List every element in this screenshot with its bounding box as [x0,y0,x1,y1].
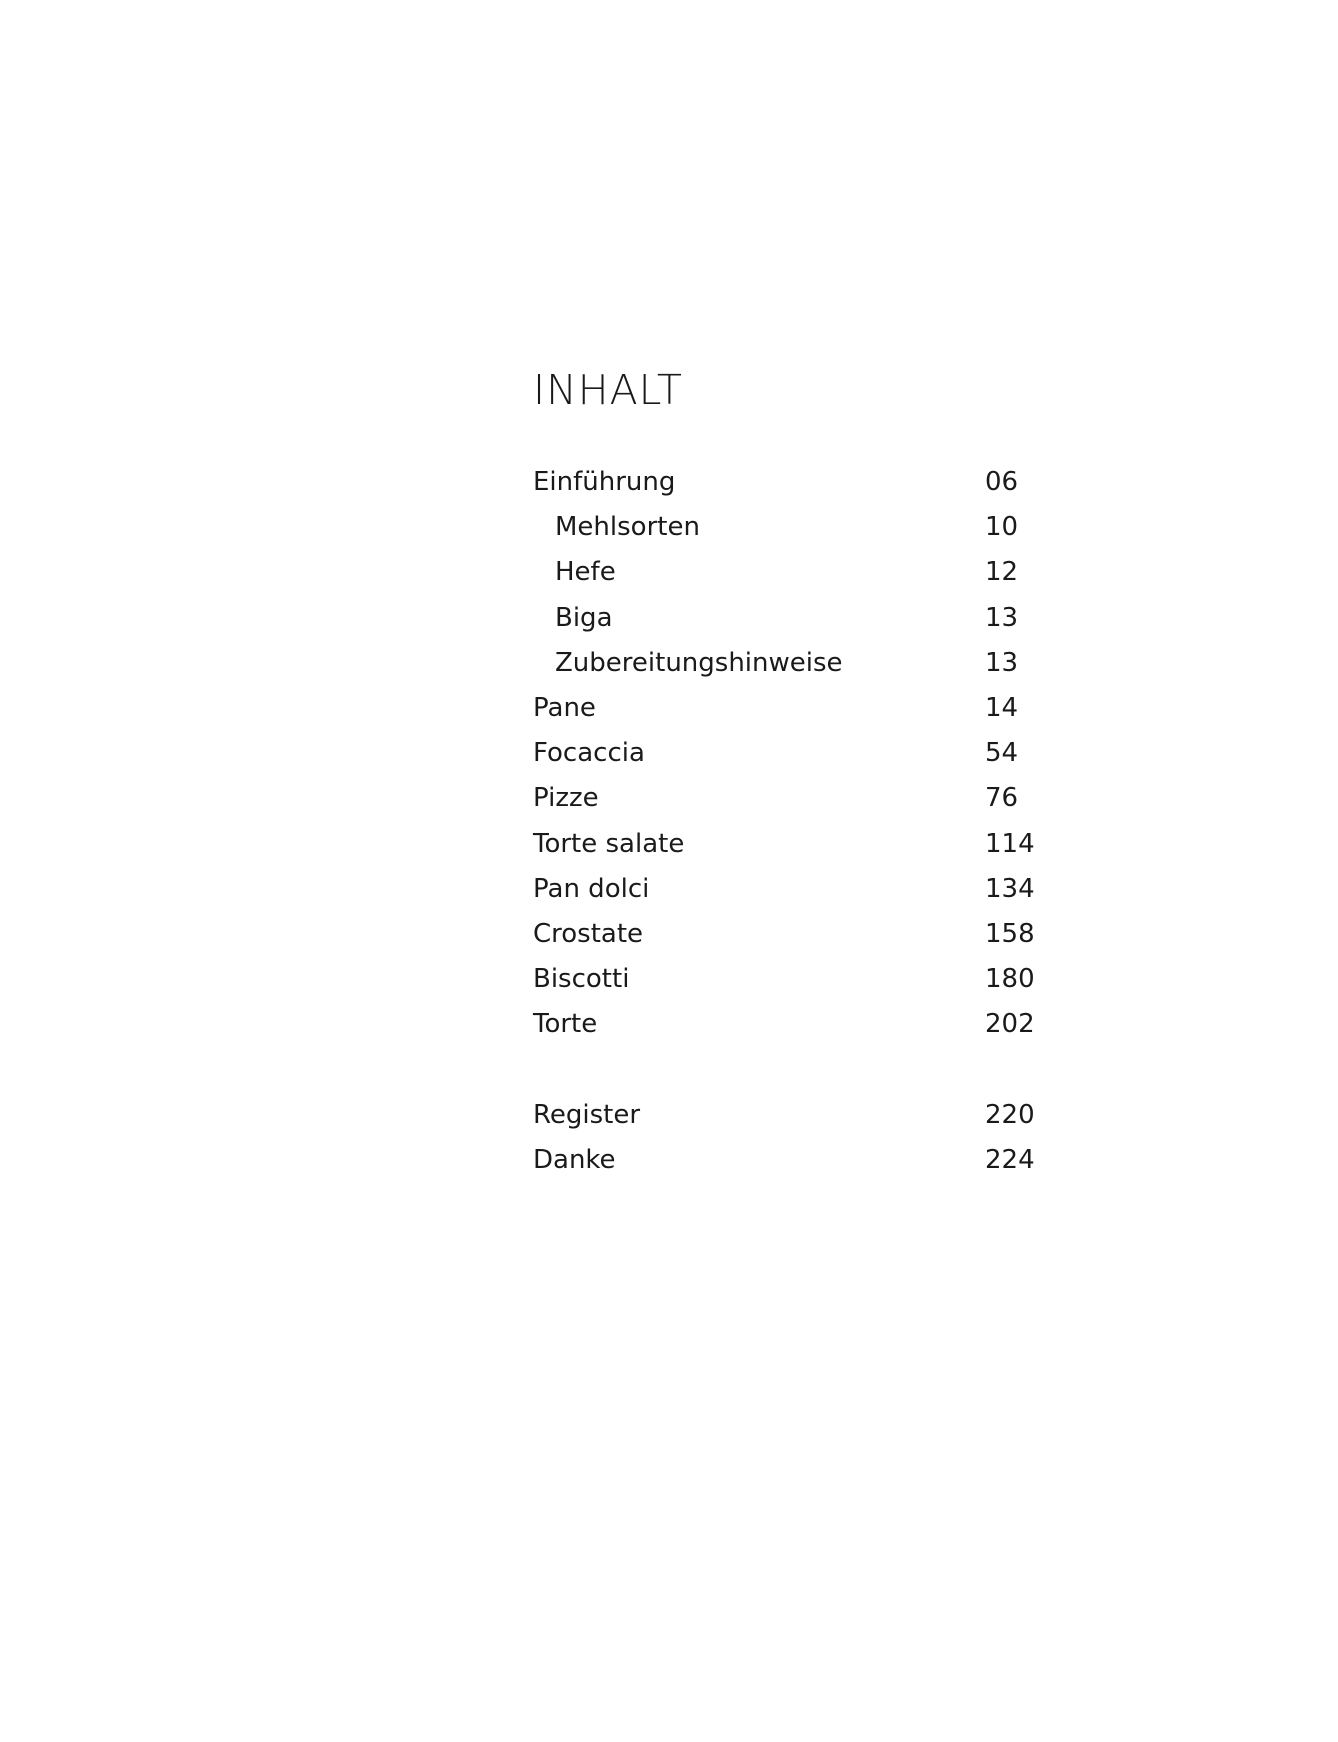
toc-entry-page: 13 [985,647,1019,678]
toc-entry-page: 13 [985,602,1019,633]
toc-entry-label: Hefe [555,557,616,588]
toc-entry-label: Danke [533,1144,616,1175]
toc-entry-page: 224 [985,1144,1035,1175]
toc-entry-label: Torte [533,1009,598,1040]
toc-entry-label: Biga [555,602,613,633]
toc-entry-page: 10 [985,512,1019,543]
section-spacer [533,1047,1053,1092]
toc-entry-page: 14 [985,692,1019,723]
toc-entry-label: Biscotti [533,964,630,995]
toc-entry-page: 158 [985,918,1035,949]
toc-entry-page: 180 [985,964,1035,995]
toc-entry-page: 06 [985,467,1019,497]
toc-entry-page: 134 [985,873,1035,904]
toc-entry-label: Mehlsorten [555,512,700,543]
toc-entry-zubereitungshinweise[interactable] [533,641,1053,686]
toc-entry-biga[interactable] [533,596,1053,641]
toc-entry-biscotti[interactable] [533,957,1053,1002]
page-title: INHALT [533,366,683,414]
toc-entry-hefe[interactable] [533,550,1053,595]
toc-entry-mehlsorten[interactable] [533,505,1053,550]
toc-entry-torte-salate[interactable] [533,822,1053,867]
toc-entry-label: Pan dolci [533,873,650,904]
toc-entry-label: Zubereitungshinweise [555,647,843,678]
table-of-contents [533,360,1053,1175]
toc-entry-label: Pane [533,692,596,723]
toc-entry-page: 114 [985,828,1035,859]
toc-entry-label: Register [533,1099,641,1130]
toc-entry-label: Focaccia [533,738,645,769]
toc-entry-label: Torte salate [533,828,685,859]
toc-entry-pizze[interactable] [533,776,1053,821]
toc-list [533,460,1053,1183]
toc-entry-page: 76 [985,783,1019,814]
toc-entry-label: Pizze [533,783,599,814]
toc-entry-register[interactable] [533,1093,1053,1138]
toc-entry-pan-dolci[interactable] [533,867,1053,912]
toc-entry-page: 54 [985,738,1019,769]
toc-entry-label: Einführung [533,467,676,497]
toc-entry-page: 202 [985,1009,1035,1040]
toc-entry-einfuehrung[interactable] [533,460,1053,505]
toc-entry-focaccia[interactable] [533,731,1053,776]
toc-entry-page: 220 [985,1099,1035,1130]
toc-entry-crostate[interactable] [533,912,1053,957]
toc-entry-torte[interactable] [533,1002,1053,1047]
toc-entry-label: Crostate [533,918,644,949]
toc-entry-danke[interactable] [533,1138,1053,1183]
toc-entry-pane[interactable] [533,686,1053,731]
toc-entry-page: 12 [985,557,1019,588]
